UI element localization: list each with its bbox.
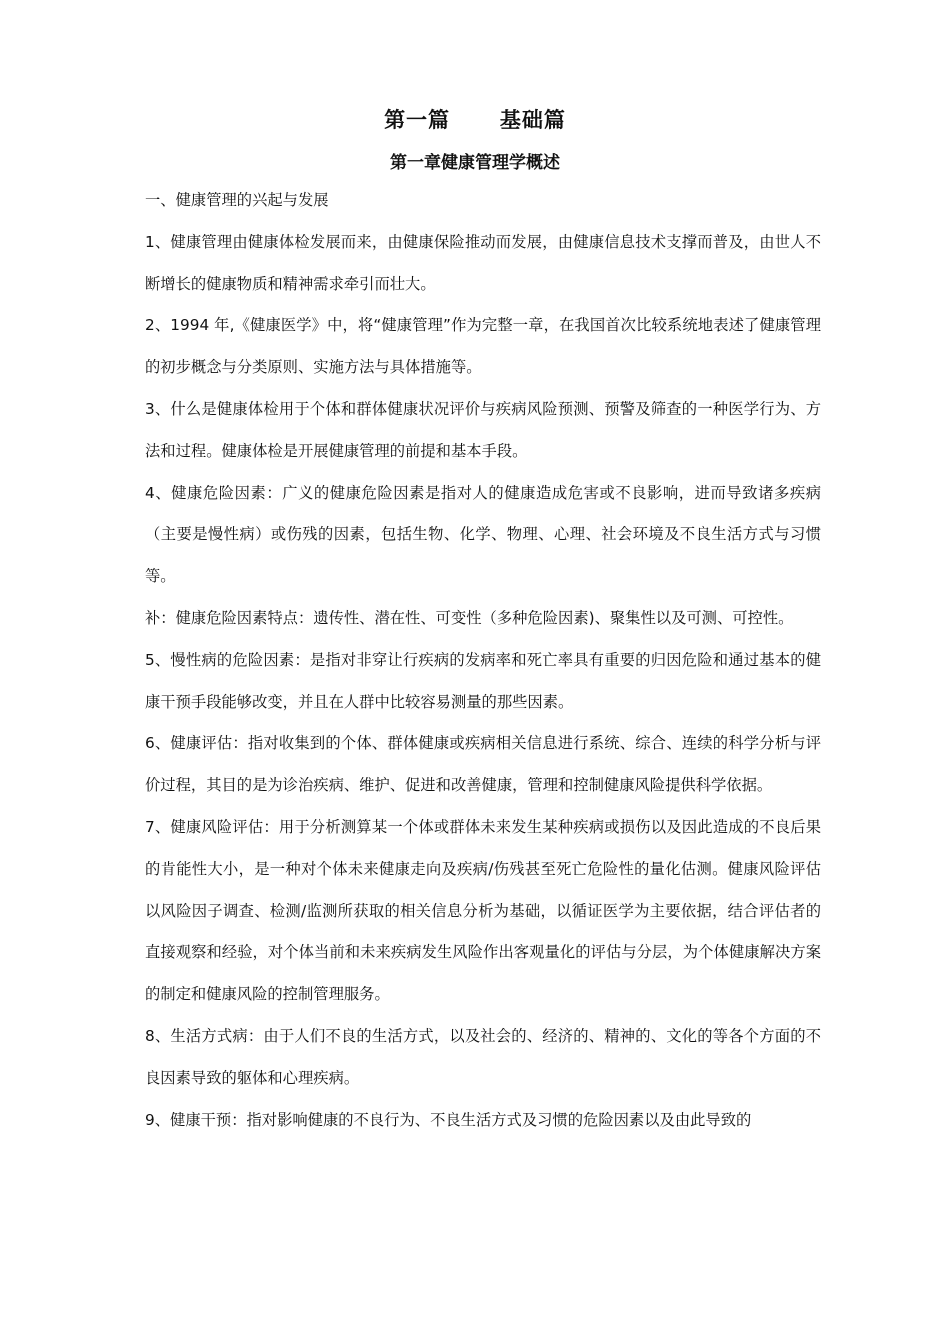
paragraph-8: 8、生活方式病：由于人们不良的生活方式，以及社会的、经济的、精神的、文化的等各个方面的不良因素导致的躯体和心理疾病。 [145, 1026, 821, 1087]
section-heading: 一、健康管理的兴起与发展 [145, 191, 329, 209]
part-title: 第一篇 基础篇 [384, 108, 566, 132]
paragraph-3: 3、什么是健康体检用于个体和群体健康状况评价与疾病风险预测、预警及筛查的一种医学行为、方法和过程。健康体检是开展健康管理的前提和基本手段。 [145, 399, 821, 460]
paragraph-supplement: 补：健康危险因素特点：遗传性、潜在性、可变性（多种危险因素)、聚集性以及可测、可控性。 [145, 608, 794, 627]
document-body [145, 180, 821, 1141]
paragraph-6: 6、健康评估：指对收集到的个体、群体健康或疾病相关信息进行系统、综合、连续的科学分析与评价过程，其目的是为诊治疾病、维护、促进和改善健康，管理和控制健康风险提供科学依据。 [145, 734, 821, 795]
paragraph-2: 2、1994 年,《健康医学》中，将“健康管理”作为完整一章，在我国首次比较系统地表述了健康管理的初步概念与分类原则、实施方法与具体措施等。 [145, 316, 821, 377]
paragraph-9: 9、健康干预：指对影响健康的不良行为、不良生活方式及习惯的危险因素以及由此导致的 [145, 1110, 752, 1129]
paragraph-1: 1、健康管理由健康体检发展而来，由健康保险推动而发展，由健康信息技术支撑而普及，由世人不断增长的健康物质和精神需求牵引而壮大。 [145, 232, 821, 293]
paragraph-7: 7、健康风险评估：用于分析测算某一个体或群体未来发生某种疾病或损伤以及因此造成的不良后果的肯能性大小，是一种对个体未来健康走向及疾病/伤残甚至死亡危险性的量化估测。健康风险评估以风险因子调查、检测/监测所获取的相关信息分析为基础，以循证医学为主要依据，结合评估者的直接观察和经验，对个体当前和未来疾病发生风险作出客观量化的评估与分层，为个体健康解决方案的制定和健康风险的控制管理服务。 [145, 817, 821, 1004]
paragraph-5: 5、慢性病的危险因素：是指对非穿让行疾病的发病率和死亡率具有重要的归因危险和通过基本的健康干预手段能够改变，并且在人群中比较容易测量的那些因素。 [145, 650, 821, 711]
paragraph-4: 4、健康危险因素：广义的健康危险因素是指对人的健康造成危害或不良影响，进而导致诸多疾病（主要是慢性病）或伤残的因素，包括生物、化学、物理、心理、社会环境及不良生活方式与习惯等。 [145, 483, 821, 586]
chapter-title: 第一章健康管理学概述 [390, 153, 560, 173]
